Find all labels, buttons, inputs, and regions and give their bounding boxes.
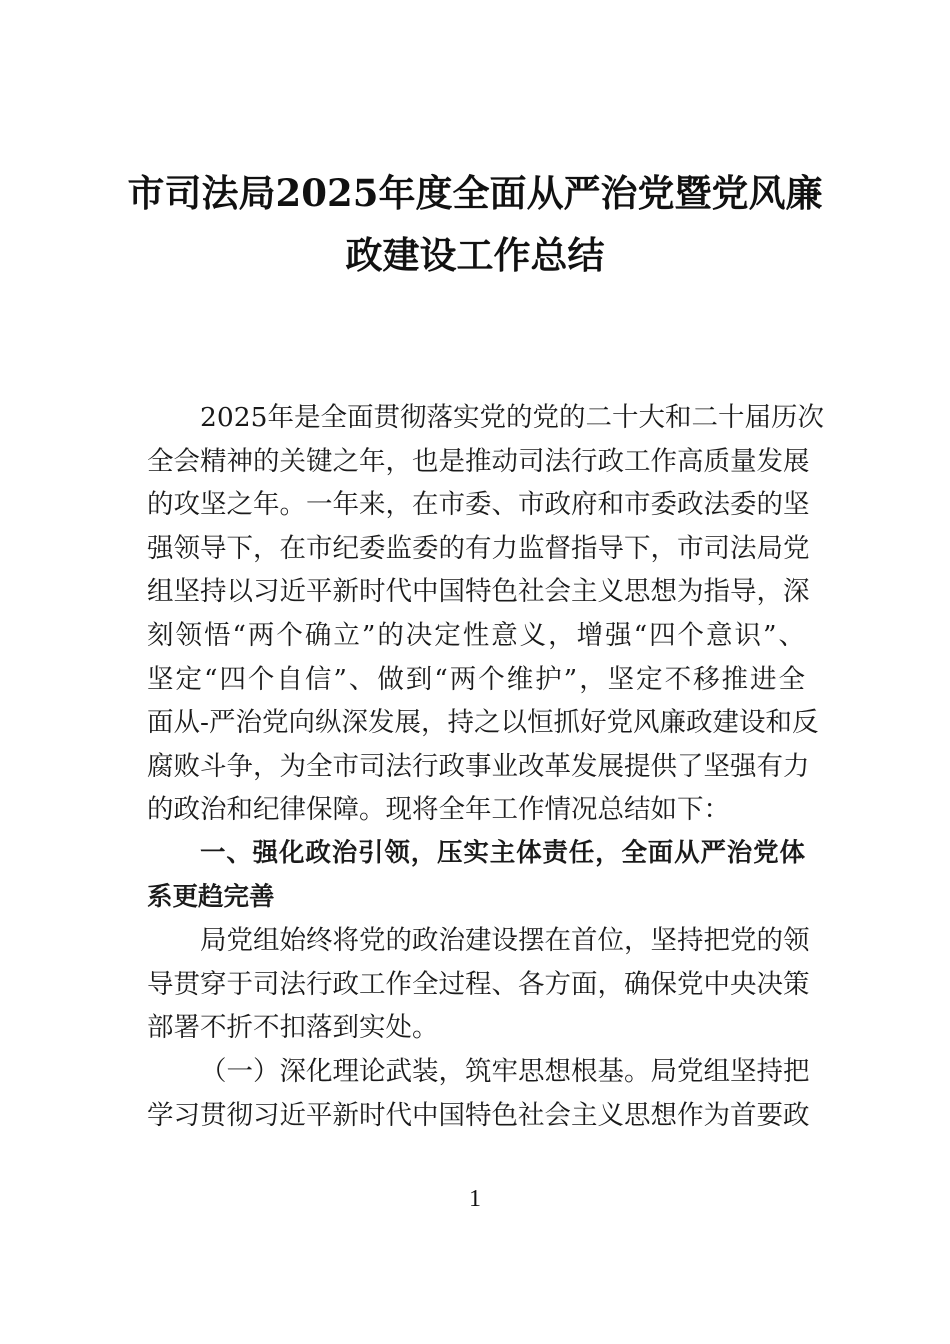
page-number: 1	[469, 1186, 481, 1212]
section-paragraph-line: 导贯穿于司法行政工作全过程、各方面，确保党中央决策	[147, 968, 810, 1000]
intro-line: 的攻坚之年。一年来，在市委、市政府和市委政法委的坚	[147, 489, 810, 521]
intro-line: 坚定“四个自信”、做到“两个维护”，坚定不移推进全	[147, 663, 805, 695]
subsection-line: 学习贯彻习近平新时代中国特色社会主义思想作为首要政	[147, 1099, 810, 1131]
intro-line: 组坚持以习近平新时代中国特色社会主义思想为指导，深	[147, 576, 810, 608]
intro-line: 面从-严治党向纵深发展，持之以恒抓好党风廉政建设和反	[147, 707, 819, 739]
title-line-1: 市司法局2025年度全面从严治党暨党风廉	[127, 171, 823, 215]
section-paragraph-line: 局党组始终将党的政治建设摆在首位，坚持把党的领	[200, 925, 810, 957]
section-heading-line: 系更趋完善	[147, 881, 275, 912]
subsection-line: （一）深化理论武装，筑牢思想根基。局党组坚持把	[200, 1055, 810, 1087]
section-paragraph-line: 部署不折不扣落到实处。	[147, 1012, 439, 1044]
document-body	[147, 396, 824, 1137]
title-line-2: 政建设工作总结	[345, 233, 605, 277]
document-title	[120, 162, 830, 286]
section-heading-line: 一、强化政治引领，压实主体责任，全面从严治党体	[200, 837, 805, 868]
intro-line: 刻领悟“两个确立”的决定性意义，增强“四个意识”、	[147, 619, 805, 651]
intro-line: 腐败斗争，为全市司法行政事业改革发展提供了坚强有力	[147, 750, 810, 782]
intro-line: 2025年是全面贯彻落实党的党的二十大和二十届历次	[200, 402, 824, 433]
intro-line: 的政治和纪律保障。现将全年工作情况总结如下：	[147, 794, 730, 826]
intro-line: 强领导下，在市纪委监委的有力监督指导下，市司法局党	[147, 532, 810, 564]
intro-line: 全会精神的关键之年，也是推动司法行政工作高质量发展	[147, 445, 810, 477]
